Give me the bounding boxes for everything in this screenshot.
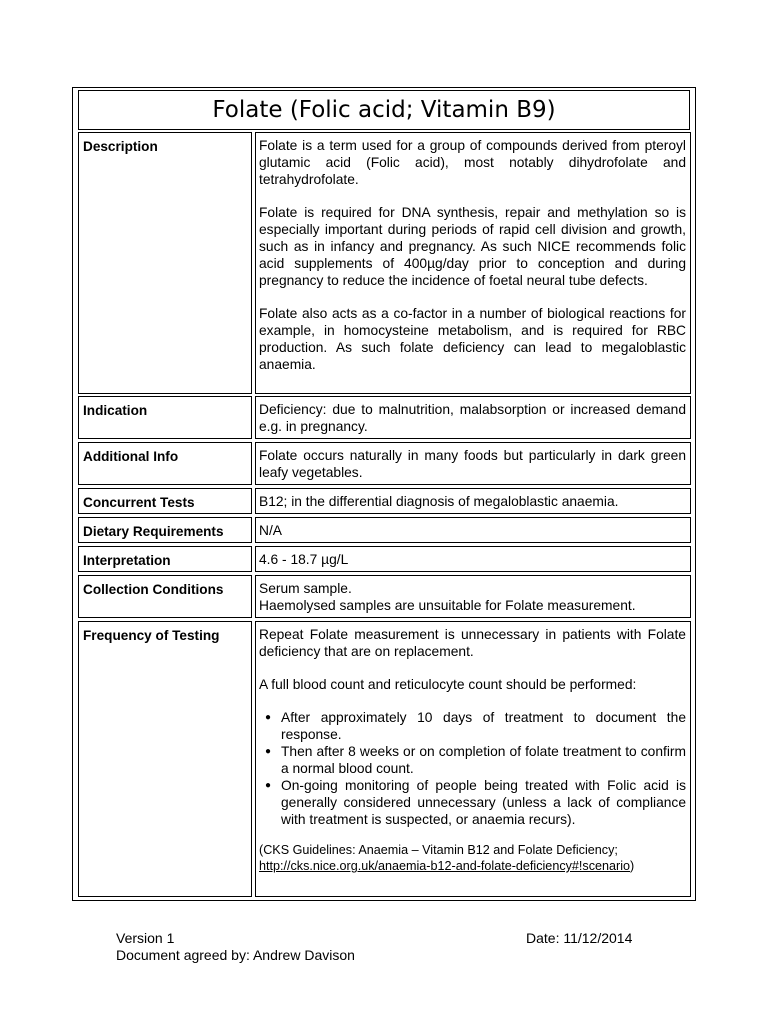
bullet-item: ● After approximately 10 days of treatment to document the response. (259, 709, 686, 743)
value-description (255, 132, 691, 394)
footer-date: Date: 11/12/2014 (526, 930, 633, 946)
label-dietary-requirements: Dietary Requirements (78, 517, 252, 543)
value-frequency-of-testing (255, 621, 691, 897)
document-title: Folate (Folic acid; Vitamin B9) (78, 90, 690, 130)
citation-link[interactable]: http://cks.nice.org.uk/anaemia-b12-and-folate-deficiency#!scenario (259, 859, 631, 873)
citation-close: ) (630, 859, 635, 873)
collection-line: Haemolysed samples are unsuitable for Folate measurement. (259, 598, 636, 613)
label-concurrent-tests: Concurrent Tests (78, 488, 252, 514)
frequency-bullet-list (259, 709, 686, 828)
label-interpretation: Interpretation (78, 546, 252, 572)
label-frequency-of-testing: Frequency of Testing (78, 621, 252, 897)
value-interpretation: 4.6 - 18.7 µg/L (255, 546, 691, 572)
value-concurrent-tests: B12; in the differential diagnosis of megaloblastic anaemia. (255, 488, 691, 514)
label-description: Description (78, 132, 252, 394)
description-paragraph: Folate is a term used for a group of compounds derived from pteroyl glutamic acid (Folic acid), most notably dihydrofolate and tetrahydrofolate. (259, 138, 686, 187)
label-indication: Indication (78, 396, 252, 439)
frequency-paragraph: A full blood count and reticulocyte count should be performed: (259, 677, 637, 692)
description-paragraph: Folate is required for DNA synthesis, repair and methylation so is especially important during periods of rapid cell division and growth, such as in infancy and pregnancy. As such NICE recommends folic acid supplements of 400µg/day prior to conception and during pregnancy to reduce the incidence of foetal neural tube defects. (259, 205, 686, 288)
frequency-paragraph: Repeat Folate measurement is unnecessary in patients with Folate deficiency that are on replacement. (259, 627, 686, 659)
footer-agreed-by: Document agreed by: Andrew Davison (116, 947, 355, 963)
value-additional-info: Folate occurs naturally in many foods but particularly in dark green leafy vegetables. (255, 442, 691, 485)
footer-version: Version 1 (116, 930, 175, 946)
citation (259, 842, 686, 874)
citation-text: (CKS Guidelines: Anaemia – Vitamin B12 and Folate Deficiency; (259, 843, 618, 857)
value-dietary-requirements: N/A (255, 517, 691, 543)
label-additional-info: Additional Info (78, 442, 252, 485)
collection-line: Serum sample. (259, 581, 352, 596)
bullet-item: ● Then after 8 weeks or on completion of folate treatment to confirm a normal blood count. (259, 743, 686, 777)
value-collection-conditions (255, 575, 691, 618)
value-indication: Deficiency: due to malnutrition, malabsorption or increased demand e.g. in pregnancy. (255, 396, 691, 439)
label-collection-conditions: Collection Conditions (78, 575, 252, 618)
bullet-item: ● On-going monitoring of people being treated with Folic acid is generally considered unnecessary (unless a lack of compliance with treatment is suspected, or anaemia recurs). (259, 777, 686, 828)
description-paragraph: Folate also acts as a co-factor in a number of biological reactions for example, in homocysteine metabolism, and is required for RBC production. As such folate deficiency can lead to megaloblastic anaemia. (259, 306, 686, 372)
